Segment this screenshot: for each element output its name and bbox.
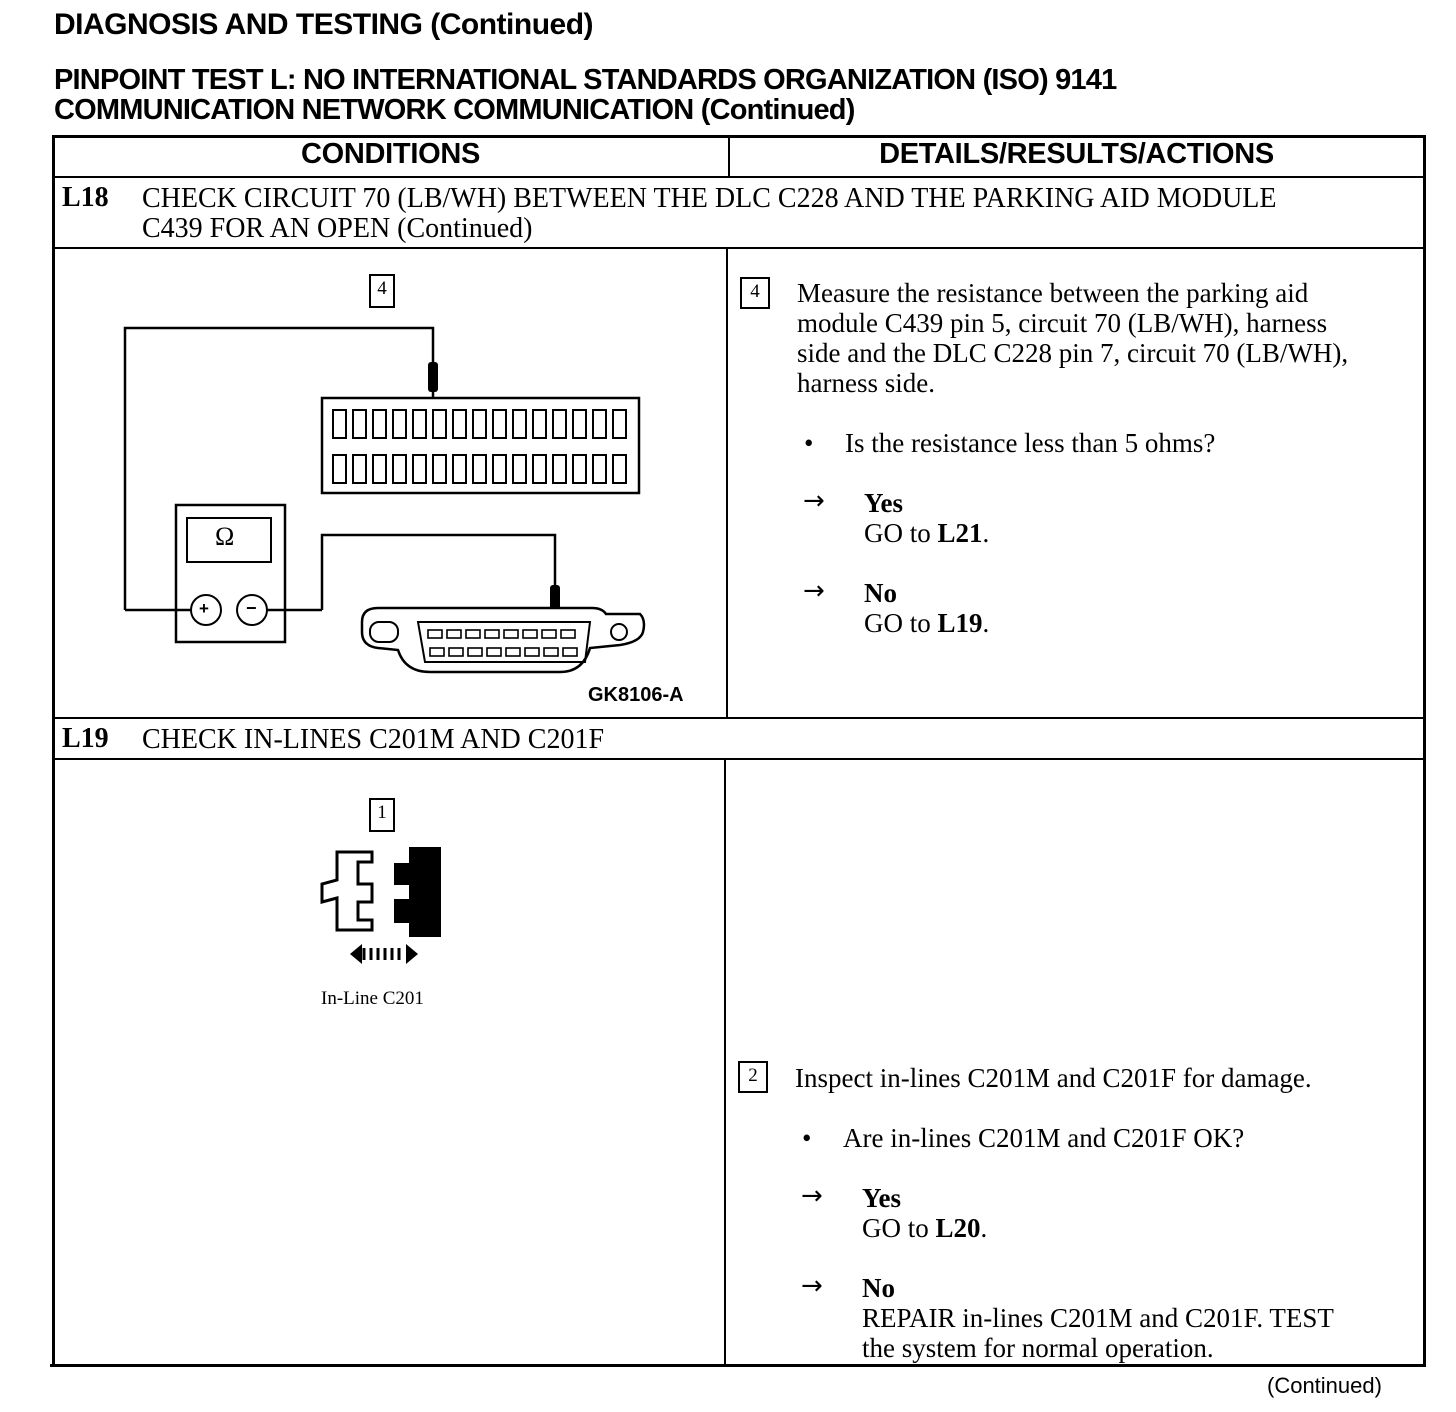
answer-no-suffix: . <box>982 608 990 638</box>
action-step-number: 2 <box>738 1061 768 1093</box>
inline-connector-diagram <box>315 840 450 970</box>
answer-no-line2: the system for normal operation. <box>862 1333 1214 1363</box>
action-line: Measure the resistance between the parking aid <box>797 278 1309 308</box>
step-title-l18-line2: C439 FOR AN OPEN (Continued) <box>142 213 533 244</box>
column-header-details: DETAILS/RESULTS/ACTIONS <box>879 138 1274 170</box>
figure-step-number: 4 <box>369 274 395 308</box>
plus-terminal-label: + <box>199 599 209 618</box>
answer-no-prefix: GO to <box>864 608 938 638</box>
minus-terminal-label: − <box>246 598 257 618</box>
module-connector <box>322 398 639 493</box>
column-header-conditions: CONDITIONS <box>300 138 481 170</box>
figure-code: GK8106-A <box>588 684 684 706</box>
step-id-l19: L19 <box>62 723 109 754</box>
arrow-right-icon: → <box>801 1271 823 1301</box>
answer-no-l18 <box>864 578 989 638</box>
test-title-line2: COMMUNICATION NETWORK COMMUNICATION (Continued) <box>54 94 855 126</box>
arrow-right-icon: → <box>803 576 825 606</box>
action-text-l18 <box>797 278 1348 398</box>
figure-step-number: 1 <box>369 798 395 832</box>
answer-no-label: No <box>862 1273 895 1303</box>
answer-no-label: No <box>864 578 897 608</box>
answer-yes-prefix: GO to <box>862 1213 936 1243</box>
action-line: harness side. <box>797 368 935 398</box>
arrow-right-icon: → <box>801 1181 823 1211</box>
answer-yes-label: Yes <box>864 488 903 518</box>
action-line: side and the DLC C228 pin 7, circuit 70 (LB/WH), <box>797 338 1349 368</box>
page-title: DIAGNOSIS AND TESTING (Continued) <box>54 8 594 41</box>
answer-no-line1: REPAIR in-lines C201M and C201F. TEST <box>862 1303 1334 1333</box>
answer-yes-suffix: . <box>980 1213 988 1243</box>
step-title-l19: CHECK IN-LINES C201M AND C201F <box>142 724 605 755</box>
arrow-right-icon: → <box>803 486 825 516</box>
bullet-icon: • <box>802 1123 812 1153</box>
step-id-l18: L18 <box>62 182 109 213</box>
answer-yes-prefix: GO to <box>864 518 938 548</box>
answer-yes-label: Yes <box>862 1183 901 1213</box>
answer-yes-l18 <box>864 488 989 548</box>
step-title-l18-line1: CHECK CIRCUIT 70 (LB/WH) BETWEEN THE DLC C228 AND THE PARKING AID MODULE <box>142 183 1277 214</box>
action-text-l19: Inspect in-lines C201M and C201F for damage. <box>795 1063 1312 1093</box>
resistance-test-diagram <box>60 300 720 710</box>
action-step-number: 4 <box>740 277 770 309</box>
answer-yes-suffix: . <box>982 518 990 548</box>
figure-caption: In-Line C201 <box>321 988 424 1009</box>
answer-yes-target: L20 <box>935 1213 981 1243</box>
answer-yes-l19 <box>862 1183 987 1243</box>
action-line: module C439 pin 5, circuit 70 (LB/WH), harness <box>797 308 1328 338</box>
answer-yes-target: L21 <box>937 518 983 548</box>
bullet-icon: • <box>804 428 814 458</box>
answer-no-target: L19 <box>937 608 983 638</box>
question-l18: Is the resistance less than 5 ohms? <box>845 428 1216 458</box>
continued-label: (Continued) <box>1267 1373 1382 1398</box>
ohm-symbol: Ω <box>215 522 235 551</box>
answer-no-l19 <box>862 1273 1334 1363</box>
test-title-line1: PINPOINT TEST L: NO INTERNATIONAL STANDARDS ORGANIZATION (ISO) 9141 <box>54 64 1117 96</box>
question-l19: Are in-lines C201M and C201F OK? <box>843 1123 1245 1153</box>
